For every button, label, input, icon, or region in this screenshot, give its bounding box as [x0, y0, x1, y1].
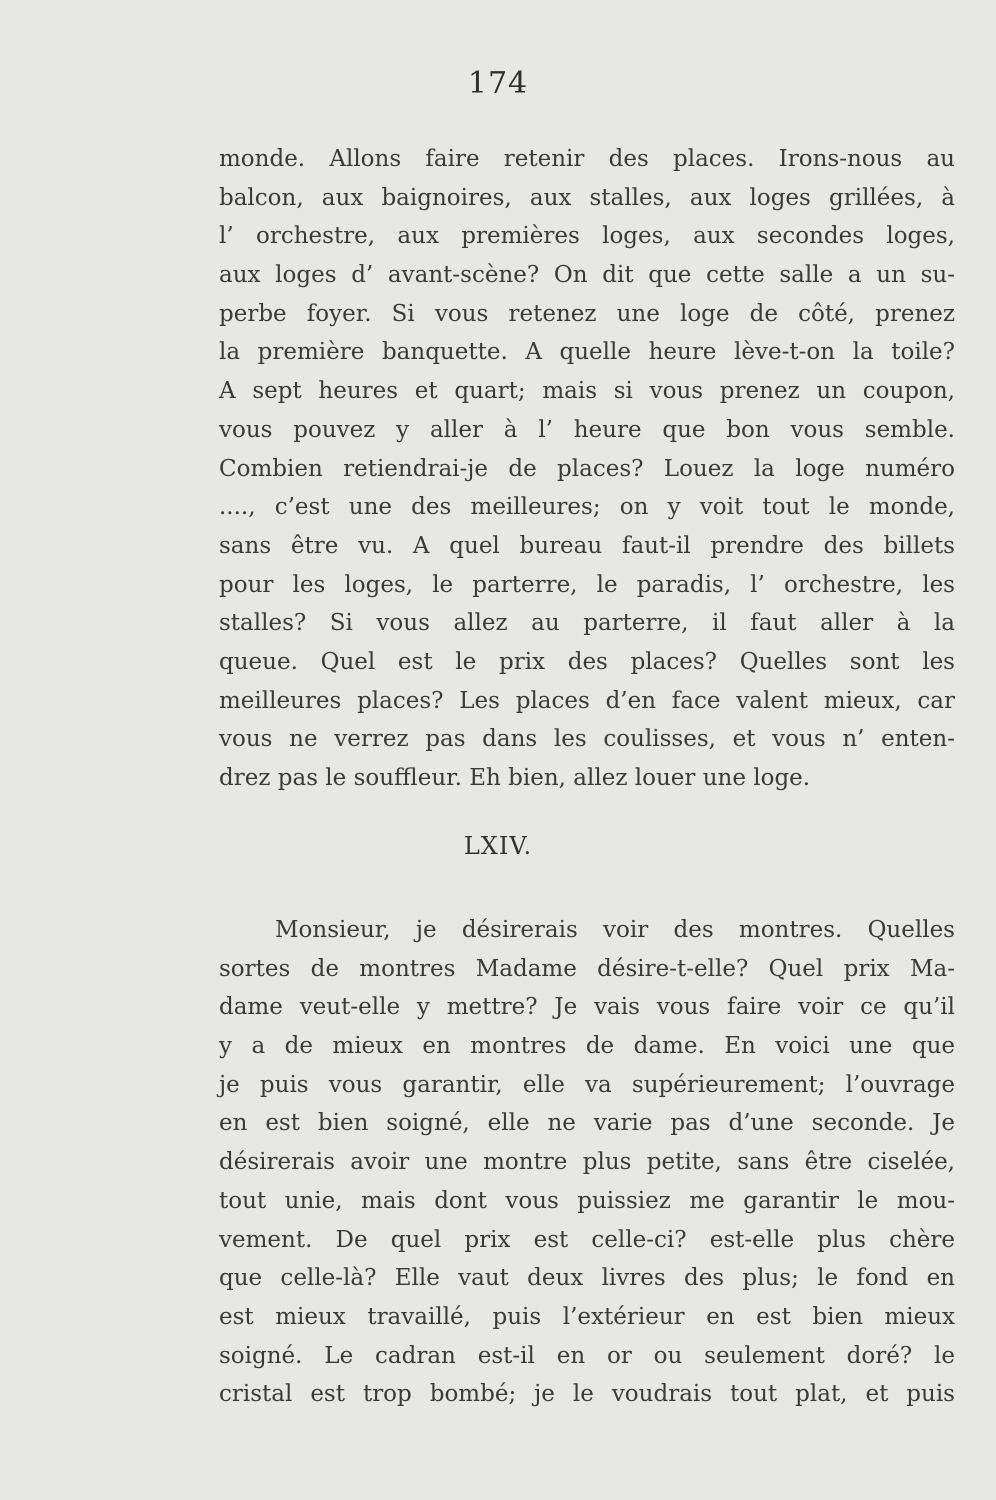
text-line: monde. Allons faire retenir des places. Irons-nous au: [219, 146, 955, 172]
text-line: ...., c’est une des meilleures; on y voit tout le monde,: [219, 494, 955, 521]
text-line: Combien retiendrai-je de places? Louez la loge numéro: [219, 455, 955, 482]
section-heading: LXIV.: [463, 832, 533, 860]
text-line: l’ orchestre, aux premières loges, aux secondes loges,: [219, 223, 955, 250]
text-line: vement. De quel prix est celle-ci? est-elle plus chère: [219, 1226, 955, 1253]
text-line: tout unie, mais dont vous puissiez me garantir le mou-: [219, 1187, 955, 1214]
text-line: balcon, aux baignoires, aux stalles, aux loges grillées, à: [219, 184, 955, 211]
text-line: que celle-là? Elle vaut deux livres des plus; le fond en: [219, 1265, 955, 1292]
text-line: dame veut-elle y mettre? Je vais vous faire voir ce qu’il: [219, 994, 955, 1021]
paragraph-watches: [219, 911, 955, 1414]
text-line: cristal est trop bombé; je le voudrais tout plat, et puis: [219, 1381, 955, 1408]
text-line: meilleures places? Les places d’en face valent mieux, car: [219, 687, 955, 714]
text-line: queue. Quel est le prix des places? Quelles sont les: [219, 648, 955, 675]
text-line: sortes de montres Madame désire-t-elle? Quel prix Ma-: [219, 955, 955, 982]
text-line: vous ne verrez pas dans les coulisses, et vous n’ enten-: [219, 726, 955, 753]
text-line: stalles? Si vous allez au parterre, il faut aller à la: [219, 610, 955, 637]
text-line: y a de mieux en montres de dame. En voici une que: [219, 1033, 955, 1060]
text-line: soigné. Le cadran est-il en or ou seulement doré? le: [219, 1342, 955, 1369]
text-line: est mieux travaillé, puis l’extérieur en est bien mieux: [219, 1303, 955, 1330]
page-number: 174: [467, 66, 529, 101]
text-line: Monsieur, je désirerais voir des montres. Quelles: [275, 917, 955, 943]
text-line: en est bien soigné, elle ne varie pas d’une seconde. Je: [219, 1110, 955, 1137]
text-line: je puis vous garantir, elle va supérieurement; l’ouvrage: [219, 1071, 955, 1098]
text-line: pour les loges, le parterre, le paradis, l’ orchestre, les: [219, 571, 955, 598]
text-line: sans être vu. A quel bureau faut-il prendre des billets: [219, 532, 955, 559]
text-line: vous pouvez y aller à l’ heure que bon vous semble.: [219, 416, 955, 443]
text-line: perbe foyer. Si vous retenez une loge de côté, prenez: [219, 300, 955, 327]
text-line: aux loges d’ avant-scène? On dit que cette salle a un su-: [219, 262, 955, 289]
paragraph-theatre: [219, 140, 955, 798]
text-line: la première banquette. A quelle heure lève-t-on la toile?: [219, 339, 955, 366]
text-line: désirerais avoir une montre plus petite, sans être ciselée,: [219, 1149, 955, 1176]
text-line: A sept heures et quart; mais si vous prenez un coupon,: [219, 378, 955, 405]
text-line: drez pas le souffleur. Eh bien, allez louer une loge.: [219, 765, 811, 791]
